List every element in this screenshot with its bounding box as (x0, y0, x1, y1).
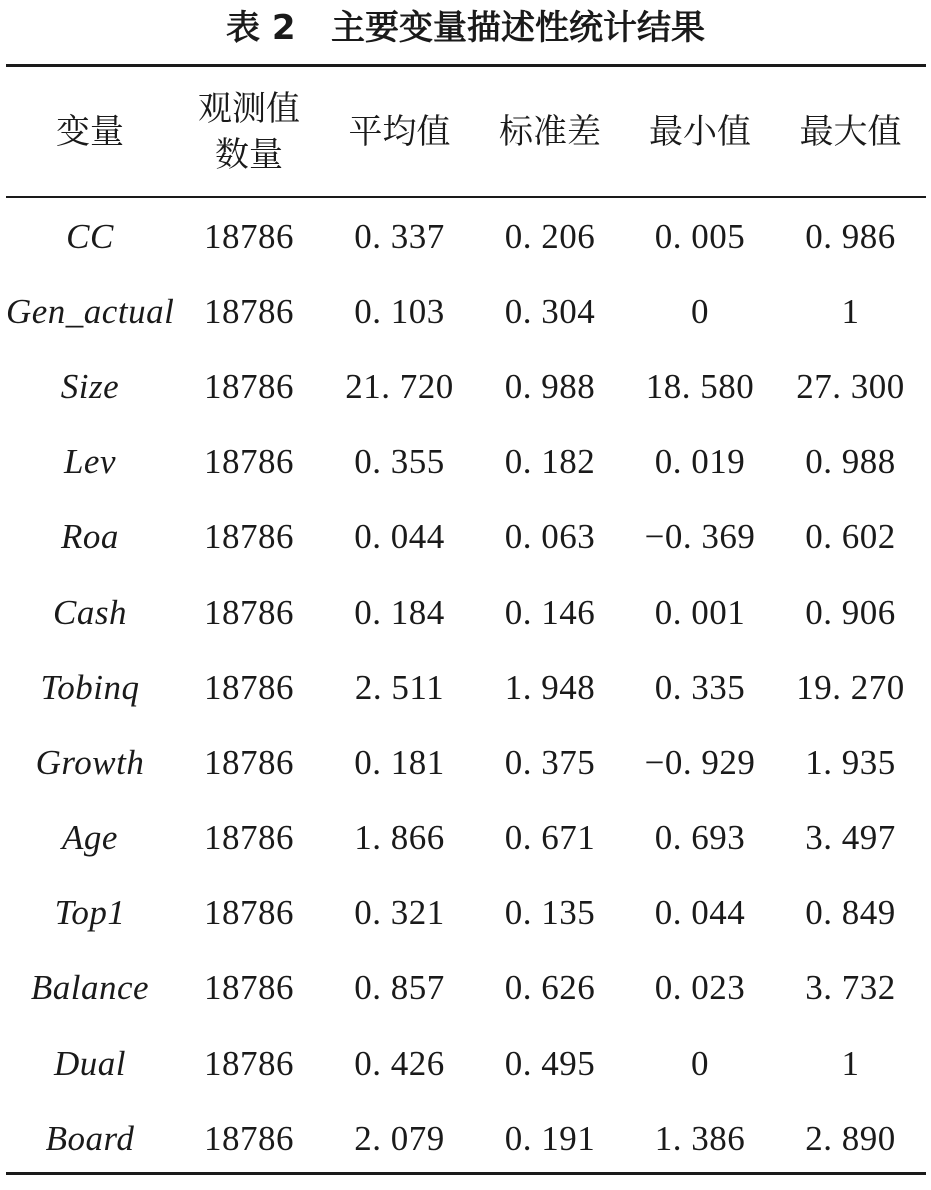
value-cell-std-dev: 0. 146 (504, 592, 596, 632)
table-row (6, 1101, 926, 1176)
value-cell-max: 0. 849 (805, 893, 896, 933)
value-cell-std-dev: 0. 063 (504, 517, 596, 557)
table-caption: 表 2 主要变量描述性统计结果 (225, 8, 705, 48)
header-row (6, 67, 926, 197)
variable-name-cell: Size (60, 366, 120, 406)
variable-name-cell: Tobinq (40, 667, 140, 707)
variable-name-cell: Lev (63, 442, 117, 482)
value-cell-max: 3. 732 (805, 968, 896, 1008)
table-row (6, 274, 926, 349)
table-row (6, 575, 926, 650)
header-min (625, 67, 775, 197)
header-variable (6, 67, 174, 197)
value-cell-max: 0. 986 (805, 216, 896, 256)
value-cell-min: 0. 044 (654, 893, 746, 933)
value-cell-std-dev: 0. 304 (504, 291, 596, 331)
variable-name-cell: Roa (61, 517, 119, 557)
table-row (6, 197, 926, 274)
header-line: 最小值 (649, 112, 751, 152)
table-row (6, 1026, 926, 1101)
variable-name-cell: Age (62, 818, 118, 858)
variable-name-cell: Board (45, 1118, 135, 1158)
value-cell-mean: 0. 184 (354, 592, 445, 632)
variable-name-cell: Growth (35, 742, 145, 782)
value-cell-observations: 18786 (204, 968, 294, 1008)
variable-name-cell: Dual (54, 1043, 126, 1083)
value-cell-min: 0 (691, 291, 709, 331)
value-cell-max: 1. 935 (805, 742, 896, 782)
variable-name-cell: Top1 (54, 893, 126, 933)
value-cell-observations: 18786 (204, 442, 294, 482)
value-cell-min: 0. 005 (654, 216, 746, 256)
value-cell-min: 0 (691, 1043, 709, 1083)
table-header (6, 67, 926, 197)
value-cell-mean: 0. 044 (354, 517, 445, 557)
variable-name-cell: Gen_actual (6, 291, 175, 331)
value-cell-observations: 18786 (204, 517, 294, 557)
header-observations (174, 67, 324, 197)
table-row (6, 725, 926, 800)
value-cell-observations: 18786 (204, 592, 294, 632)
table-row (6, 951, 926, 1026)
variable-name-cell: Cash (53, 592, 127, 632)
variable-name-cell: Balance (30, 968, 150, 1008)
value-cell-min: 0. 001 (654, 592, 746, 632)
value-cell-mean: 0. 181 (354, 742, 445, 782)
value-cell-observations: 18786 (204, 291, 294, 331)
value-cell-mean: 2. 079 (354, 1118, 445, 1158)
value-cell-observations: 18786 (204, 216, 294, 256)
value-cell-std-dev: 1. 948 (504, 667, 596, 707)
value-cell-std-dev: 0. 495 (504, 1043, 596, 1083)
value-cell-max: 1 (841, 291, 860, 331)
value-cell-observations: 18786 (204, 366, 294, 406)
value-cell-min: −0. 929 (644, 742, 756, 782)
value-cell-std-dev: 0. 375 (504, 742, 596, 782)
descriptive-statistics-table (6, 67, 926, 1176)
value-cell-std-dev: 0. 626 (504, 968, 596, 1008)
value-cell-max: 0. 988 (805, 442, 896, 482)
value-cell-max: 3. 497 (805, 818, 896, 858)
header-line: 观测值 (198, 89, 300, 129)
value-cell-mean: 0. 321 (354, 893, 445, 933)
header-std-dev (475, 67, 625, 197)
value-cell-std-dev: 0. 191 (504, 1118, 596, 1158)
value-cell-std-dev: 0. 135 (504, 893, 596, 933)
value-cell-max: 0. 906 (805, 592, 896, 632)
variable-name-cell: CC (66, 216, 114, 256)
value-cell-max: 1 (841, 1043, 860, 1083)
value-cell-mean: 0. 103 (354, 291, 445, 331)
header-line: 变量 (56, 112, 124, 152)
value-cell-mean: 0. 337 (354, 216, 445, 256)
value-cell-observations: 18786 (204, 667, 294, 707)
header-line: 标准差 (499, 112, 601, 152)
value-cell-mean: 2. 511 (354, 667, 445, 707)
value-cell-min: 18. 580 (645, 366, 755, 406)
table-row (6, 650, 926, 725)
value-cell-min: 0. 693 (654, 818, 746, 858)
table-row (6, 349, 926, 424)
value-cell-std-dev: 0. 182 (504, 442, 596, 482)
value-cell-mean: 1. 866 (354, 818, 445, 858)
value-cell-mean: 0. 857 (354, 968, 445, 1008)
value-cell-mean: 0. 426 (354, 1043, 445, 1083)
value-cell-observations: 18786 (204, 893, 294, 933)
table-row (6, 500, 926, 575)
value-cell-mean: 0. 355 (354, 442, 445, 482)
value-cell-std-dev: 0. 671 (504, 818, 596, 858)
table-body (6, 197, 926, 1176)
value-cell-observations: 18786 (204, 1118, 294, 1158)
table-row (6, 425, 926, 500)
value-cell-max: 19. 270 (796, 667, 905, 707)
value-cell-min: 0. 019 (654, 442, 746, 482)
value-cell-max: 0. 602 (805, 517, 896, 557)
header-line: 平均值 (348, 112, 451, 152)
header-line: 数量 (215, 135, 283, 175)
table-row (6, 801, 926, 876)
value-cell-std-dev: 0. 206 (504, 216, 596, 256)
value-cell-observations: 18786 (204, 742, 294, 782)
header-max (775, 67, 926, 197)
table-row (6, 876, 926, 951)
value-cell-std-dev: 0. 988 (504, 366, 596, 406)
value-cell-observations: 18786 (204, 818, 294, 858)
value-cell-min: −0. 369 (644, 517, 756, 557)
value-cell-observations: 18786 (204, 1043, 294, 1083)
value-cell-min: 0. 023 (654, 968, 746, 1008)
value-cell-mean: 21. 720 (345, 366, 454, 406)
value-cell-max: 27. 300 (796, 366, 905, 406)
value-cell-min: 0. 335 (654, 667, 746, 707)
value-cell-max: 2. 890 (805, 1118, 896, 1158)
header-line: 最大值 (799, 112, 902, 152)
value-cell-min: 1. 386 (654, 1118, 746, 1158)
header-mean (324, 67, 475, 197)
